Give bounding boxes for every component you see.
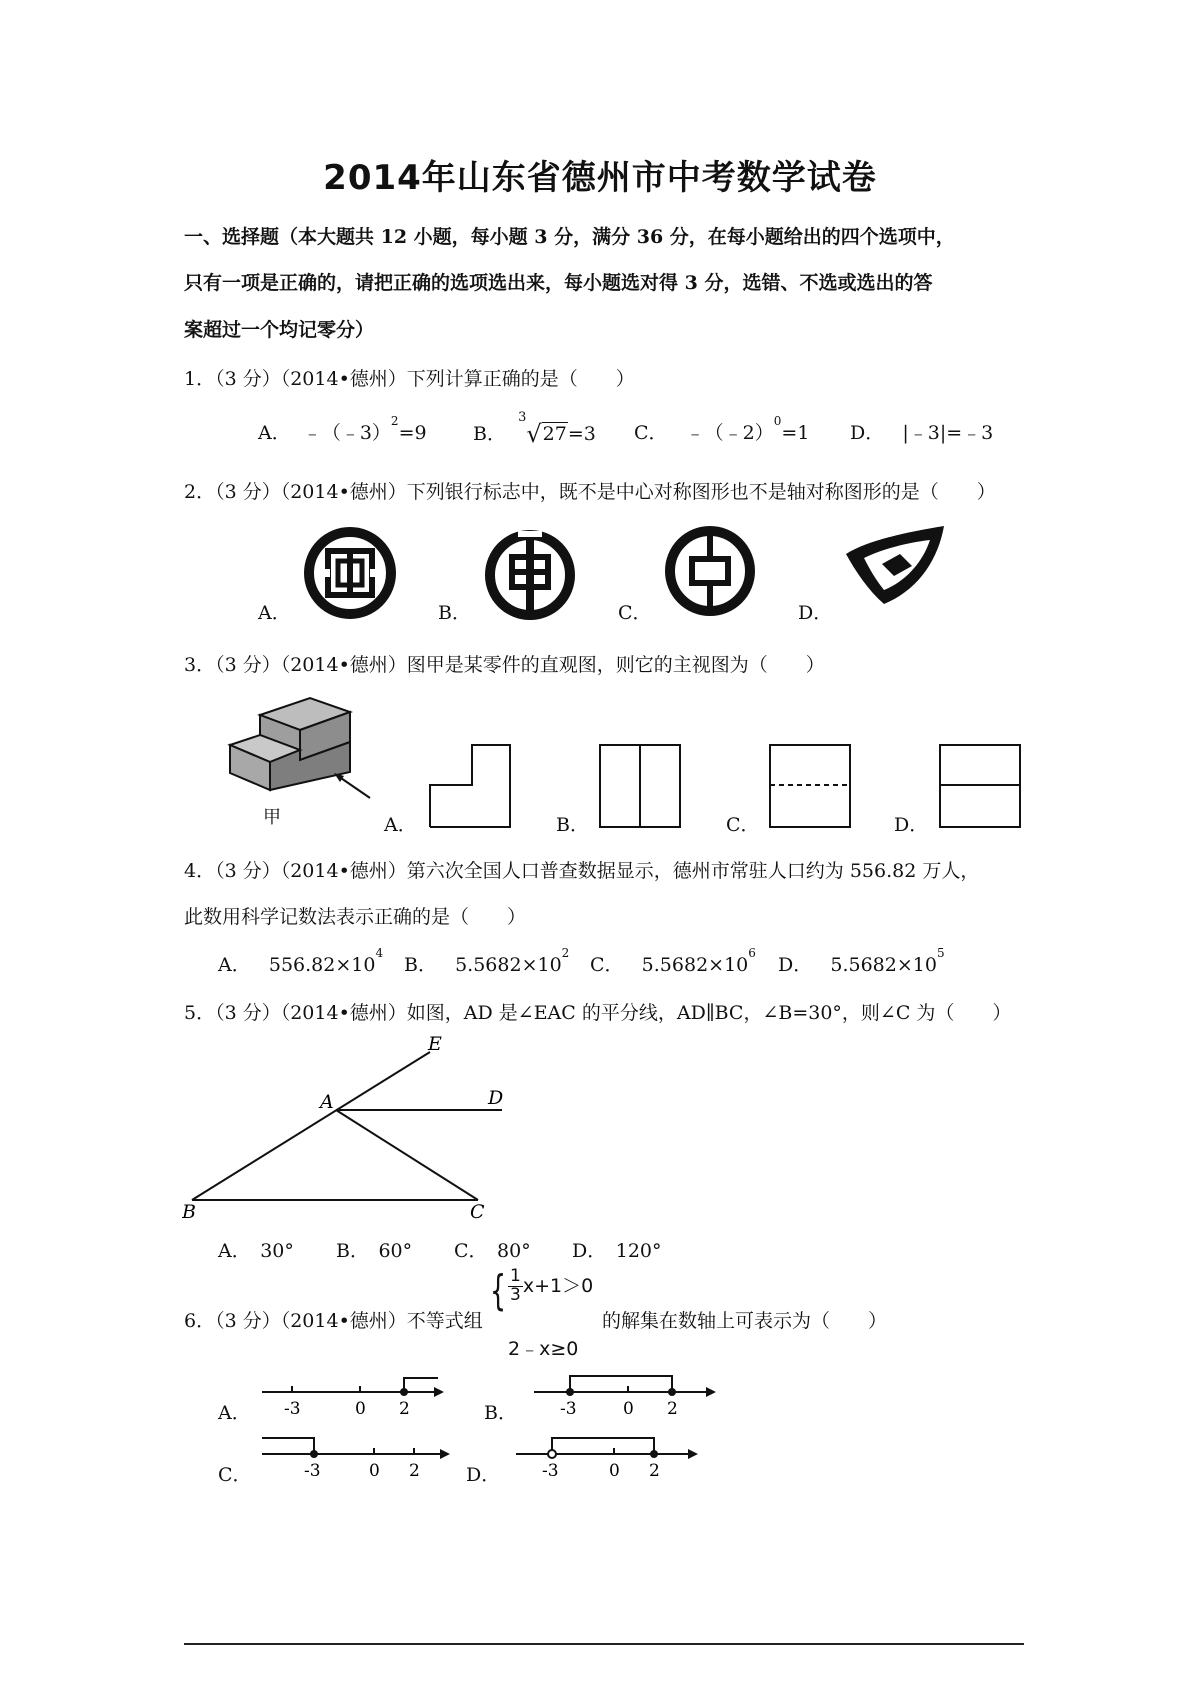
section-instructions-line1: 一、选择题（本大题共 12 小题，每小题 3 分，满分 36 分，在每小题给出的四个选项中， <box>184 226 955 248</box>
q4-option-b: B． $5.5682\times 10^2$ <box>404 946 570 976</box>
svg-text:2: 2 <box>409 1461 420 1481</box>
q4-option-c: C． $5.5682\times 10^6$ <box>590 946 756 976</box>
q6-label-d: D． <box>466 1464 501 1486</box>
bank-logo-b <box>482 525 578 621</box>
svg-text:2: 2 <box>667 1399 678 1419</box>
q1-option-a: A． ﹣（﹣3）$^2$=9 <box>258 414 427 444</box>
q4-option-d: D． $5.5682\times 10^5$ <box>778 946 945 976</box>
q3-label-b: B． <box>556 814 589 836</box>
q1-option-b: B． $^3$√27=3 <box>473 410 596 448</box>
q6-numberline-d <box>512 1432 702 1484</box>
bank-logo-c <box>662 523 758 619</box>
q6-label-b: B． <box>484 1402 517 1424</box>
bank-logo-a <box>302 525 398 621</box>
point-label-d: D <box>488 1087 504 1109</box>
question-3-stem: 3．（3 分）（2014•德州）图甲是某零件的直观图，则它的主视图为（ ） <box>184 654 825 676</box>
point-label-c: C <box>470 1201 485 1222</box>
q1-option-d: D． |﹣3|=﹣3 <box>850 422 994 444</box>
svg-text:0: 0 <box>355 1399 366 1419</box>
svg-text:2: 2 <box>649 1461 660 1481</box>
bank-logo-d <box>838 520 950 610</box>
q6-inequality-2: 2﹣x≥0 <box>508 1338 579 1360</box>
svg-text:0: 0 <box>369 1461 380 1481</box>
svg-text:0: 0 <box>609 1461 620 1481</box>
q6-label-a: A． <box>218 1402 251 1424</box>
q6-numberline-a <box>258 1372 448 1422</box>
q3-view-b <box>598 743 682 829</box>
svg-text:-3: -3 <box>304 1461 321 1481</box>
page-title: 2014年山东省德州市中考数学试卷 <box>323 158 877 198</box>
q6-numberline-c <box>258 1432 458 1484</box>
q6-brace: { <box>490 1266 507 1315</box>
point-label-b: B <box>182 1201 196 1222</box>
q5-triangle-figure <box>182 1032 512 1222</box>
q3-label-d: D． <box>894 814 929 836</box>
question-4-stem-line1: 4．（3 分）（2014•德州）第六次全国人口普查数据显示，德州市常驻人口约为 556.82 万人， <box>184 860 980 882</box>
question-4-stem-line2: 此数用科学记数法表示正确的是（ ） <box>184 906 527 928</box>
point-label-e: E <box>428 1033 442 1055</box>
q3-label-a: A． <box>384 814 417 836</box>
q6-inequality-1: $\frac{1}{3}$ x+1＞0 <box>510 1266 594 1305</box>
question-6-stem-pre: 6．（3 分）（2014•德州）不等式组 <box>184 1310 483 1332</box>
q5-option-a: A． 30° <box>218 1240 294 1262</box>
svg-text:-3: -3 <box>560 1399 577 1419</box>
q2-label-d: D． <box>798 602 833 624</box>
q5-option-b: B． 60° <box>336 1240 413 1262</box>
question-5-stem: 5．（3 分）（2014•德州）如图，AD 是∠EAC 的平分线，AD∥BC，∠B=30°，则∠C 为（ ） <box>184 1002 1012 1024</box>
q1-option-c: C． ﹣（﹣2）$^0$=1 <box>634 414 810 444</box>
svg-text:2: 2 <box>399 1399 410 1419</box>
q5-option-d: D． 120° <box>572 1240 662 1262</box>
question-2-stem: 2．（3 分）（2014•德州）下列银行标志中，既不是中心对称图形也不是轴对称图形的是（ ） <box>184 481 996 503</box>
question-1-stem: 1．（3 分）（2014•德州）下列计算正确的是（ ） <box>184 368 635 390</box>
section-instructions-line2: 只有一项是正确的，请把正确的选项选出来，每小题选对得 3 分，选错、不选或选出的答 <box>184 272 933 294</box>
q4-option-a: A． $556.82\times 10^4$ <box>218 946 384 976</box>
q3-label-c: C． <box>726 814 760 836</box>
q2-label-a: A． <box>258 602 291 624</box>
figure-caption-jia: 甲 <box>263 807 281 828</box>
svg-text:-3: -3 <box>542 1461 559 1481</box>
q3-view-a <box>428 743 512 829</box>
svg-text:-3: -3 <box>284 1399 301 1419</box>
point-label-a: A <box>320 1091 334 1113</box>
q5-option-c: C． 80° <box>454 1240 531 1262</box>
q3-view-c <box>768 743 852 829</box>
q2-label-b: B． <box>438 602 471 624</box>
part-isometric-figure <box>220 690 385 820</box>
section-instructions-line3: 案超过一个均记零分） <box>184 319 375 341</box>
q3-view-d <box>938 743 1022 829</box>
question-6-stem-post: 的解集在数轴上可表示为（ ） <box>602 1310 888 1332</box>
footer-rule <box>184 1643 1024 1645</box>
q6-numberline-b <box>530 1370 720 1422</box>
q2-label-c: C． <box>618 602 652 624</box>
svg-text:0: 0 <box>623 1399 634 1419</box>
q6-label-c: C． <box>218 1464 252 1486</box>
